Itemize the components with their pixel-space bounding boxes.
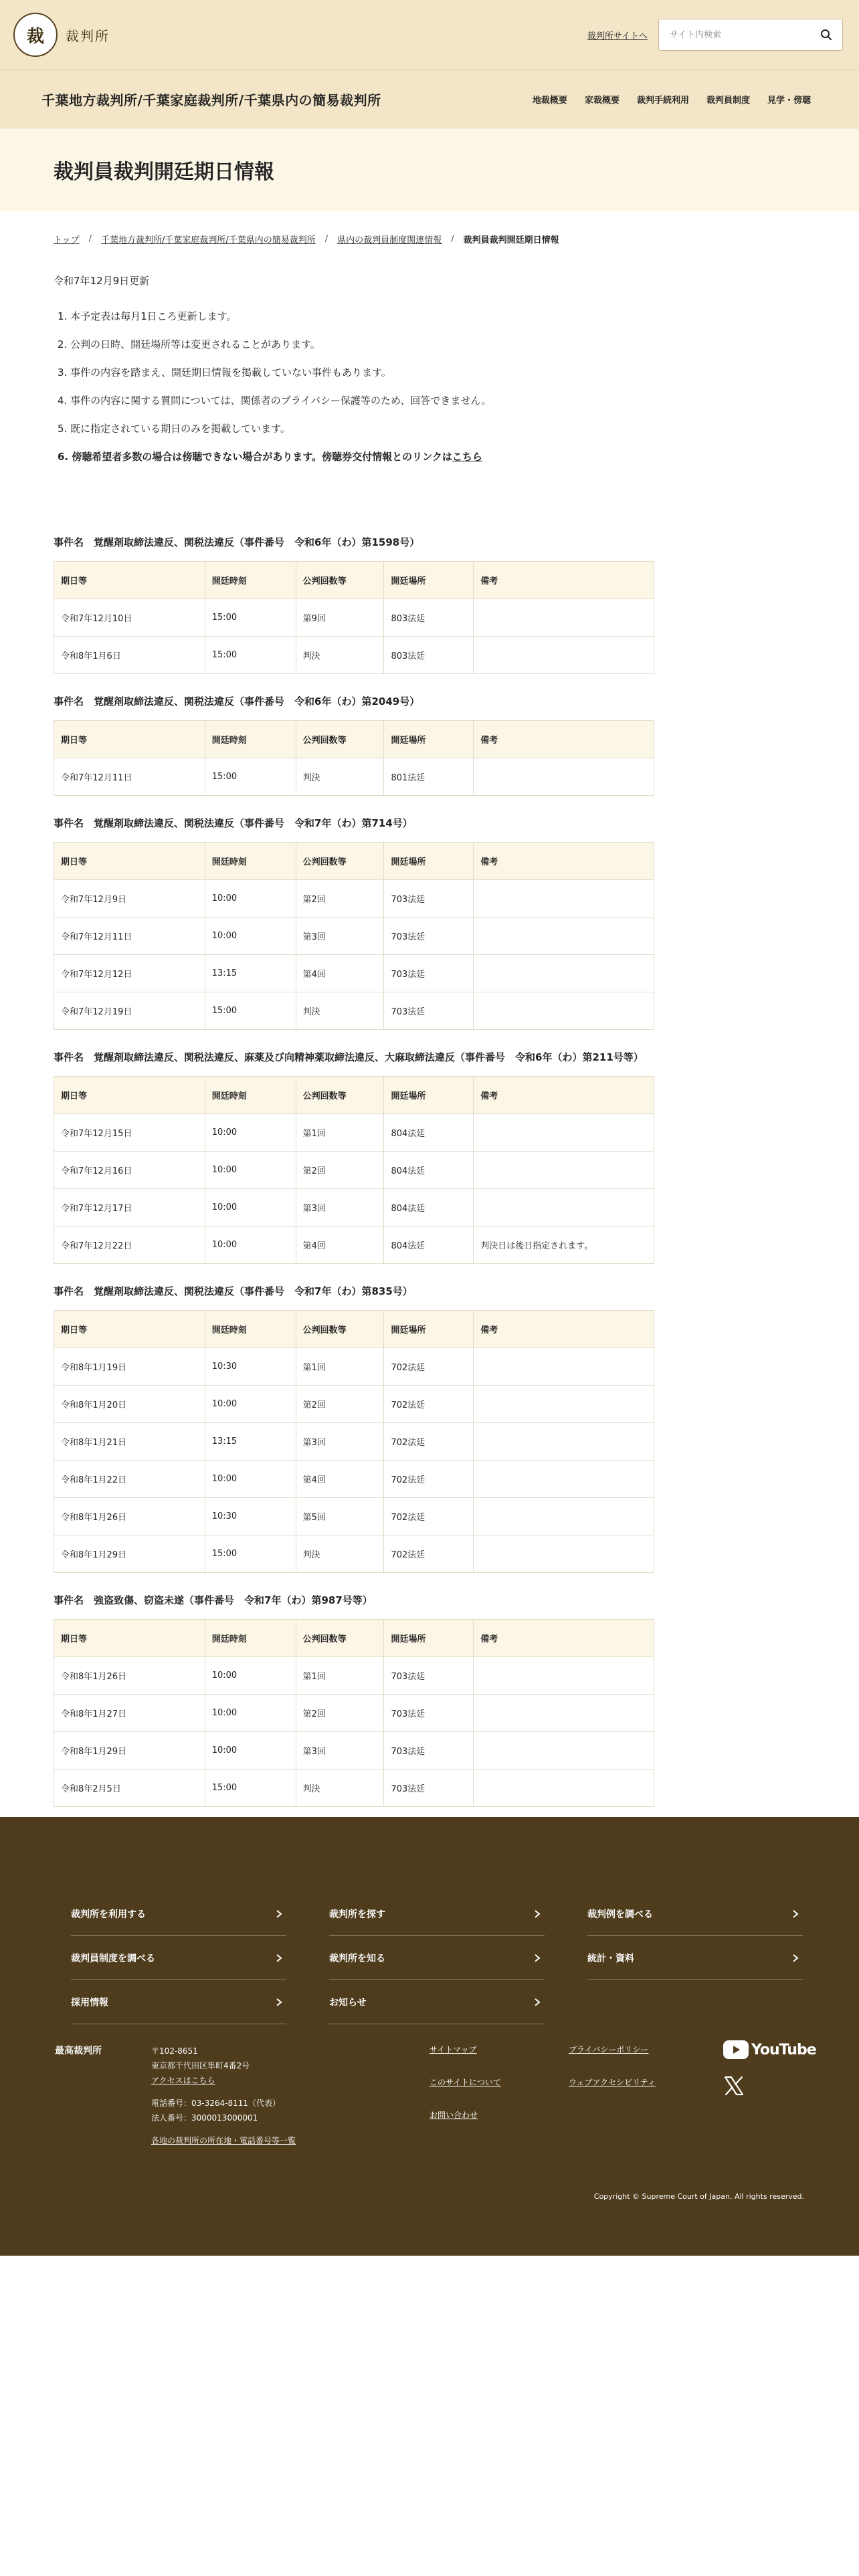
table-cell (474, 637, 654, 674)
case-title: 事件名 覚醒剤取締法違反、関税法違反（事件番号 令和7年（わ）第714号） (54, 817, 413, 829)
breadcrumb-top[interactable]: トップ (54, 235, 80, 245)
ticket-info-link[interactable]: こちら (452, 451, 482, 463)
table-cell: 702法廷 (384, 1423, 474, 1461)
case-title: 事件名 覚醒剤取締法違反、関税法違反、麻薬及び向精神薬取締法違反、大麻取締法違反（事件番号 令和6年（わ）第211号等） (54, 1051, 644, 1063)
copyright: Copyright © Supreme Court of Japan. All rights reserved. (593, 2192, 804, 2201)
table-cell: 801法廷 (384, 758, 474, 796)
column-header: 備考 (474, 1077, 654, 1114)
table-cell: 令和8年2月5日 (54, 1769, 205, 1807)
footer-nav-label: 裁判所を利用する (71, 1909, 146, 1920)
column-header: 公判回数等 (296, 1077, 384, 1114)
chevron-right-icon (534, 1909, 541, 1919)
table-header-row (54, 843, 654, 880)
table-cell: 703法廷 (384, 1769, 474, 1807)
main-content (0, 274, 859, 1807)
column-header: 公判回数等 (296, 1311, 384, 1348)
table-cell: 令和8年1月6日 (54, 637, 205, 674)
logo-glyph: 裁 (26, 26, 44, 47)
column-header: 開廷場所 (384, 1620, 474, 1657)
table-cell: 13:15 (205, 1423, 296, 1461)
table-row (54, 1498, 654, 1535)
column-header: 公判回数等 (296, 1620, 384, 1657)
footer-nav-label: お知らせ (329, 1997, 367, 2008)
updated-date: 令和7年12月9日更新 (54, 275, 150, 287)
table-cell: 令和7年12月9日 (54, 880, 205, 918)
column-header: 公判回数等 (296, 721, 384, 758)
table-cell (474, 918, 654, 955)
column-header: 期日等 (54, 562, 205, 599)
privacy-policy-link[interactable]: プライバシーポリシー (569, 2045, 649, 2054)
table-cell: 令和7年12月11日 (54, 918, 205, 955)
postal-code: 〒102-8651 (151, 2046, 198, 2056)
table-cell: 10:00 (205, 880, 296, 918)
table-row (54, 1695, 654, 1732)
table-cell: 第3回 (296, 918, 384, 955)
column-header: 開廷時刻 (205, 562, 296, 599)
table-cell: 702法廷 (384, 1498, 474, 1535)
gnav-item-tours[interactable]: 見学・傍聴 (767, 95, 811, 106)
breadcrumb (0, 233, 859, 245)
table-cell: 15:00 (205, 758, 296, 796)
table-cell: 第2回 (296, 1152, 384, 1189)
table-cell: 804法廷 (384, 1189, 474, 1226)
table-cell (474, 1423, 654, 1461)
table-cell: 令和7年12月17日 (54, 1189, 205, 1226)
global-nav-bar (0, 70, 859, 128)
table-cell: 803法廷 (384, 637, 474, 674)
search-button[interactable] (810, 19, 842, 50)
search-icon (820, 29, 832, 41)
table-row (54, 880, 654, 918)
table-cell: 804法廷 (384, 1226, 474, 1264)
global-nav (533, 93, 811, 106)
table-cell: 804法廷 (384, 1114, 474, 1152)
table-cell (474, 1189, 654, 1226)
gnav-item-saibanin[interactable]: 裁判員制度 (706, 95, 750, 106)
case-title: 事件名 覚醒剤取締法違反、関税法違反（事件番号 令和7年（わ）第835号） (54, 1285, 413, 1297)
gnav-item-procedures[interactable]: 裁判手続利用 (636, 95, 689, 106)
table-cell: 15:00 (205, 637, 296, 674)
table-cell (474, 955, 654, 992)
table-cell (474, 1386, 654, 1423)
table-cell (474, 1535, 654, 1573)
chevron-right-icon (276, 1998, 282, 2007)
table-cell: 第4回 (296, 1226, 384, 1264)
table-cell: 令和8年1月19日 (54, 1348, 205, 1386)
table-row (54, 637, 654, 674)
table-cell: 15:00 (205, 1769, 296, 1807)
table-row (54, 1348, 654, 1386)
note-item: 4. 事件の内容に関する質問については、関係者のプライバシー保護等のため、回答できません。 (58, 395, 492, 407)
note-item-ticket (58, 443, 805, 471)
table-row (54, 1461, 654, 1498)
footer-nav-label: 統計・資料 (587, 1953, 634, 1964)
table-cell: 703法廷 (384, 880, 474, 918)
table-cell: 令和7年12月10日 (54, 599, 205, 637)
youtube-icon (723, 2040, 749, 2059)
column-header: 開廷場所 (384, 1311, 474, 1348)
note6-text: 6. 傍聴希望者多数の場合は傍聴できない場合があります。傍聴券交付情報とのリンクは (58, 451, 452, 463)
table-cell (474, 1348, 654, 1386)
column-header: 備考 (474, 843, 654, 880)
column-header: 期日等 (54, 1311, 205, 1348)
table-cell: 令和7年12月11日 (54, 758, 205, 796)
footer-links (430, 2044, 702, 2121)
table-cell: 令和8年1月29日 (54, 1732, 205, 1769)
logo-text: 裁判所 (66, 27, 110, 44)
breadcrumb-separator: / (324, 234, 328, 244)
column-header: 開廷場所 (384, 843, 474, 880)
chevron-right-icon (792, 1953, 799, 1963)
note-item: 1. 本予定表は毎月1日ころ更新します。 (58, 310, 237, 322)
footer-nav-find-court[interactable] (329, 1892, 545, 1936)
table-row (54, 1423, 654, 1461)
table-cell: 判決 (296, 1535, 384, 1573)
table-cell: 第1回 (296, 1114, 384, 1152)
footer-nav-label: 裁判員制度を調べる (71, 1953, 155, 1964)
case-section (54, 1593, 805, 1807)
table-cell: 10:00 (205, 918, 296, 955)
table-cell (474, 1695, 654, 1732)
schedule-table (54, 561, 654, 674)
table-cell: 703法廷 (384, 1695, 474, 1732)
site-logo[interactable] (13, 13, 110, 57)
table-cell: 判決日は後日指定されます。 (474, 1226, 654, 1264)
table-row (54, 1657, 654, 1695)
footer-nav-label: 裁判所を探す (329, 1909, 385, 1920)
table-cell: 10:00 (205, 1114, 296, 1152)
table-cell: 第2回 (296, 880, 384, 918)
table-row (54, 1535, 654, 1573)
table-row (54, 1386, 654, 1423)
footer-org-name: 最高裁判所 (55, 2046, 102, 2056)
table-cell (474, 1114, 654, 1152)
table-cell (474, 1657, 654, 1695)
notes-list (54, 302, 805, 471)
table-cell (474, 1498, 654, 1535)
table-cell: 702法廷 (384, 1348, 474, 1386)
court-site-link[interactable]: 裁判所サイトへ (587, 31, 648, 41)
table-cell: 702法廷 (384, 1535, 474, 1573)
case-title: 事件名 強盗致傷、窃盗未遂（事件番号 令和7年（わ）第987号等） (54, 1594, 373, 1606)
breadcrumb-current: 裁判員裁判開廷期日情報 (463, 235, 559, 245)
table-cell: 判決 (296, 637, 384, 674)
table-cell: 令和8年1月27日 (54, 1695, 205, 1732)
note-item: 3. 事件の内容を踏まえ、開廷期日情報を掲載していない事件もあります。 (58, 366, 391, 379)
note-item: 2. 公判の日時、開廷場所等は変更されることがあります。 (58, 338, 320, 350)
table-cell: 第1回 (296, 1657, 384, 1695)
table-cell (474, 1769, 654, 1807)
about-site-link[interactable]: このサイトについて (430, 2078, 501, 2087)
table-cell: 令和8年1月20日 (54, 1386, 205, 1423)
chevron-right-icon (276, 1909, 282, 1919)
table-cell: 第4回 (296, 955, 384, 992)
table-header-row (54, 1311, 654, 1348)
table-cell: 10:00 (205, 1152, 296, 1189)
table-cell: 第2回 (296, 1695, 384, 1732)
table-cell: 令和8年1月29日 (54, 1535, 205, 1573)
table-cell: 10:00 (205, 1695, 296, 1732)
court-seal-icon (13, 13, 58, 57)
table-row (54, 599, 654, 637)
breadcrumb-separator: / (88, 234, 92, 244)
table-cell: 令和8年1月26日 (54, 1657, 205, 1695)
breadcrumb-court[interactable]: 千葉地方裁判所/千葉家庭裁判所/千葉県内の簡易裁判所 (101, 235, 316, 245)
table-cell: 令和7年12月22日 (54, 1226, 205, 1264)
table-cell: 10:00 (205, 1732, 296, 1769)
table-cell: 15:00 (205, 599, 296, 637)
chevron-right-icon (534, 1953, 541, 1963)
table-cell: 第5回 (296, 1498, 384, 1535)
column-header: 備考 (474, 562, 654, 599)
table-cell: 判決 (296, 1769, 384, 1807)
corporate-number: 法人番号：3000013000001 (151, 2113, 258, 2123)
table-cell: 第2回 (296, 1386, 384, 1423)
footer-nav-news[interactable] (329, 1980, 545, 2024)
table-cell: 15:00 (205, 1535, 296, 1573)
access-link[interactable]: アクセスはこちら (151, 2076, 215, 2085)
case-section (54, 535, 805, 674)
table-cell: 令和8年1月21日 (54, 1423, 205, 1461)
table-cell: 第3回 (296, 1423, 384, 1461)
footer-nav-about-court[interactable] (329, 1936, 545, 1980)
phone-number: 電話番号：03-3264-8111（代表） (151, 2099, 281, 2108)
search-form (658, 19, 843, 51)
table-cell: 703法廷 (384, 955, 474, 992)
table-cell: 令和7年12月16日 (54, 1152, 205, 1189)
table-row (54, 955, 654, 992)
column-header: 備考 (474, 1620, 654, 1657)
table-row (54, 1152, 654, 1189)
table-cell: 第4回 (296, 1461, 384, 1498)
table-row (54, 1732, 654, 1769)
table-cell: 判決 (296, 758, 384, 796)
column-header: 開廷場所 (384, 1077, 474, 1114)
footer-nav-label: 裁判所を知る (329, 1953, 385, 1964)
table-cell: 令和7年12月15日 (54, 1114, 205, 1152)
table-row (54, 1189, 654, 1226)
column-header: 期日等 (54, 721, 205, 758)
table-cell: 10:30 (205, 1348, 296, 1386)
table-row (54, 1226, 654, 1264)
table-header-row (54, 562, 654, 599)
gnav-item-family-overview[interactable]: 家裁概要 (584, 95, 619, 106)
breadcrumb-saibanin-info[interactable]: 県内の裁判員制度関連情報 (337, 235, 442, 245)
table-cell (474, 1732, 654, 1769)
table-cell: 令和7年12月12日 (54, 955, 205, 992)
table-cell: 10:00 (205, 1386, 296, 1423)
court-directory-link[interactable]: 各地の裁判所の所在地・電話番号等一覧 (151, 2136, 296, 2145)
search-input[interactable] (670, 30, 810, 40)
table-cell (474, 1152, 654, 1189)
chevron-right-icon (792, 1909, 799, 1919)
header-utilities (587, 19, 843, 51)
schedule-table (54, 1310, 654, 1573)
footer-nav (71, 1892, 803, 2024)
case-title: 事件名 覚醒剤取締法違反、関税法違反（事件番号 令和6年（わ）第1598号） (54, 536, 420, 548)
header-top (0, 0, 859, 70)
note-item: 5. 既に指定されている期日のみを掲載しています。 (58, 423, 290, 435)
youtube-link[interactable] (723, 2040, 816, 2059)
site-name[interactable]: 千葉地方裁判所/千葉家庭裁判所/千葉県内の簡易裁判所 (41, 92, 381, 108)
case-section (54, 816, 805, 1030)
page-title: 裁判員裁判開廷期日情報 (54, 160, 274, 184)
column-header: 備考 (474, 721, 654, 758)
schedule-table (54, 1619, 654, 1807)
table-row (54, 1769, 654, 1807)
case-section (54, 1284, 805, 1573)
table-header-row (54, 1077, 654, 1114)
table-cell: 702法廷 (384, 1461, 474, 1498)
sitemap-link[interactable]: サイトマップ (430, 2045, 477, 2054)
table-cell: 10:00 (205, 1189, 296, 1226)
table-header-row (54, 1620, 654, 1657)
column-header: 開廷時刻 (205, 1077, 296, 1114)
schedule-table (54, 1076, 654, 1264)
column-header: 公判回数等 (296, 843, 384, 880)
column-header: 開廷時刻 (205, 1620, 296, 1657)
footer-nav-label: 採用情報 (71, 1997, 108, 2008)
table-cell: 第3回 (296, 1732, 384, 1769)
footer-nav-recruit[interactable] (71, 1980, 286, 2024)
table-cell: 判決 (296, 992, 384, 1030)
x-icon[interactable] (723, 2075, 745, 2097)
table-cell: 第9回 (296, 599, 384, 637)
footer-nav-statistics[interactable] (587, 1936, 803, 1980)
table-cell: 703法廷 (384, 992, 474, 1030)
table-cell: 804法廷 (384, 1152, 474, 1189)
footer-nav-saibanin[interactable] (71, 1936, 286, 1980)
table-cell: 13:15 (205, 955, 296, 992)
footer-nav-use-court[interactable] (71, 1892, 286, 1936)
column-header: 開廷時刻 (205, 721, 296, 758)
table-cell (474, 599, 654, 637)
chevron-right-icon (276, 1953, 282, 1963)
column-header: 期日等 (54, 1620, 205, 1657)
table-row (54, 758, 654, 796)
breadcrumb-separator: / (451, 234, 454, 244)
table-cell: 10:00 (205, 1461, 296, 1498)
table-cell (474, 992, 654, 1030)
column-header: 開廷場所 (384, 562, 474, 599)
table-cell: 10:00 (205, 1226, 296, 1264)
table-cell (474, 1461, 654, 1498)
table-cell: 令和8年1月22日 (54, 1461, 205, 1498)
table-cell: 703法廷 (384, 918, 474, 955)
case-section (54, 1050, 805, 1264)
accessibility-link[interactable]: ウェブアクセシビリティ (569, 2078, 656, 2087)
social-links (723, 2040, 816, 2099)
column-header: 備考 (474, 1311, 654, 1348)
table-cell: 703法廷 (384, 1657, 474, 1695)
column-header: 期日等 (54, 843, 205, 880)
street-address: 東京都千代田区隼町4番2号 (151, 2061, 250, 2070)
table-cell (474, 758, 654, 796)
table-row (54, 1114, 654, 1152)
table-cell: 第1回 (296, 1348, 384, 1386)
column-header: 公判回数等 (296, 562, 384, 599)
table-cell: 令和7年12月19日 (54, 992, 205, 1030)
table-row (54, 918, 654, 955)
table-cell: 703法廷 (384, 1732, 474, 1769)
footer-address (151, 2044, 296, 2148)
gnav-item-district-overview[interactable]: 地裁概要 (532, 95, 567, 106)
table-header-row (54, 721, 654, 758)
table-cell: 10:00 (205, 1657, 296, 1695)
table-cell: 15:00 (205, 992, 296, 1030)
case-list (54, 535, 805, 1807)
chevron-right-icon (534, 1998, 541, 2007)
column-header: 開廷時刻 (205, 843, 296, 880)
footer (0, 1817, 859, 2256)
column-header: 開廷時刻 (205, 1311, 296, 1348)
contact-link[interactable]: お問い合わせ (430, 2111, 478, 2120)
schedule-table (54, 842, 654, 1030)
table-row (54, 992, 654, 1030)
table-cell: 702法廷 (384, 1386, 474, 1423)
page-heading-band (0, 128, 859, 211)
table-cell: 10:30 (205, 1498, 296, 1535)
table-cell: 令和8年1月26日 (54, 1498, 205, 1535)
youtube-wordmark: YouTube (751, 2041, 816, 2058)
table-cell: 803法廷 (384, 599, 474, 637)
footer-nav-case-law[interactable] (587, 1892, 803, 1936)
case-section (54, 694, 805, 796)
column-header: 期日等 (54, 1077, 205, 1114)
table-cell: 第3回 (296, 1189, 384, 1226)
schedule-table (54, 720, 654, 796)
column-header: 開廷場所 (384, 721, 474, 758)
footer-nav-label: 裁判例を調べる (587, 1909, 653, 1920)
table-cell (474, 880, 654, 918)
case-title: 事件名 覚醒剤取締法違反、関税法違反（事件番号 令和6年（わ）第2049号） (54, 695, 420, 708)
